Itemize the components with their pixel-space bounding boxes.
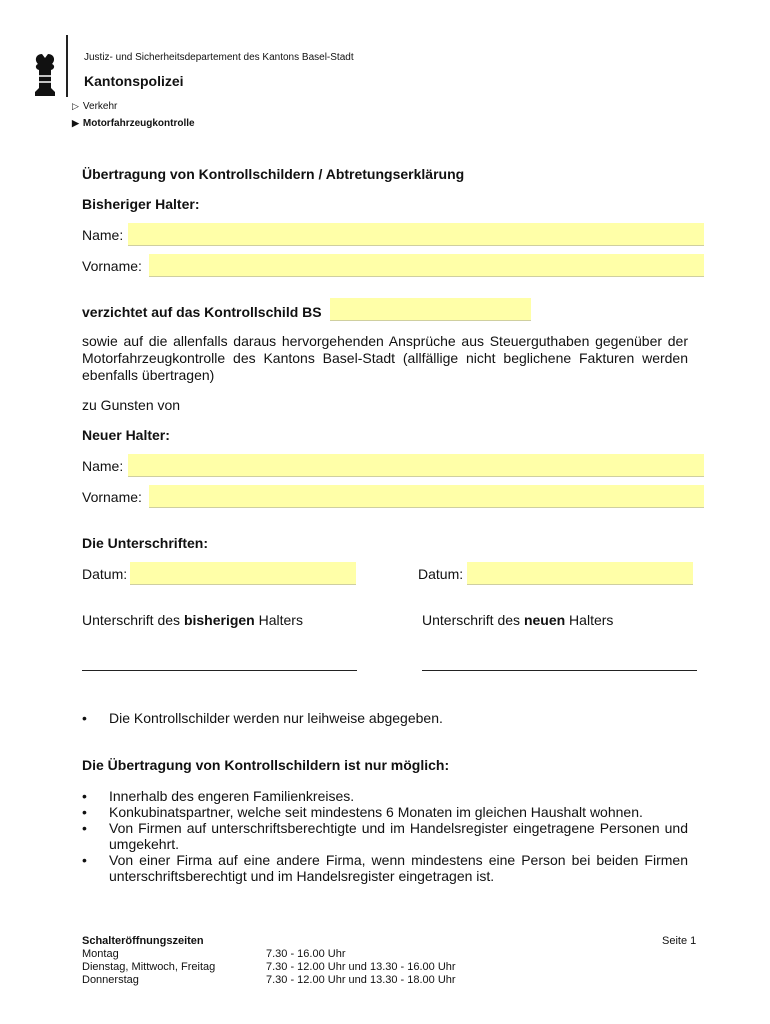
signature-left-caption: Unterschrift des bisherigen Halters — [82, 612, 303, 628]
triangle-filled-icon: ▶ — [72, 118, 79, 128]
firstname-label: Vorname: — [82, 258, 142, 274]
new-name-field[interactable] — [128, 454, 704, 477]
triangle-outline-icon: ▷ — [72, 101, 79, 111]
in-favor-text: zu Gunsten von — [82, 397, 181, 413]
date-right-label: Datum: — [418, 566, 464, 582]
new-name-label: Name: — [82, 458, 124, 474]
plate-field[interactable] — [330, 298, 531, 321]
list-item: • Innerhalb des engeren Familienkreises. — [82, 788, 355, 804]
new-owner-heading: Neuer Halter: — [82, 427, 170, 443]
hours-heading: Schalteröffnungszeiten — [82, 935, 204, 947]
list-item: • Die Kontrollschilder werden nur leihweise abgegeben. — [82, 710, 443, 726]
previous-firstname-field[interactable] — [149, 254, 704, 277]
basel-crest-icon — [30, 52, 60, 100]
new-firstname-label: Vorname: — [82, 489, 142, 505]
waiver-paragraph: sowie auf die allenfalls daraus hervorgehenden Ansprüche aus Steuerguthaben gegenüber der Motorfahrzeugkontrolle des Kantons Basel-Stadt (allfällige nicht beglichene Fakturen werden ebenfalls übertragen) — [82, 333, 688, 383]
note-list — [82, 710, 688, 726]
page-number: Seite 1 — [662, 935, 697, 947]
signatures-heading: Die Unterschriften: — [82, 535, 209, 551]
nav-item-motorfahrzeugkontrolle[interactable]: ▶ Motorfahrzeugkontrolle — [72, 118, 195, 129]
police-name: Kantonspolizei — [84, 73, 184, 89]
signature-left-line[interactable] — [82, 670, 357, 671]
hours-time: 7.30 - 12.00 Uhr und 13.30 - 18.00 Uhr — [266, 974, 456, 986]
hours-day: Donnerstag — [82, 974, 139, 986]
conditions-heading: Die Übertragung von Kontrollschildern ist nur möglich: — [82, 757, 450, 773]
name-label: Name: — [82, 227, 124, 243]
signature-right-caption: Unterschrift des neuen Halters — [422, 612, 614, 628]
date-left-field[interactable] — [130, 562, 356, 585]
hours-day: Montag — [82, 948, 119, 960]
waiver-label: verzichtet auf das Kontrollschild BS — [82, 304, 322, 320]
hours-time: 7.30 - 12.00 Uhr und 13.30 - 16.00 Uhr — [266, 961, 456, 973]
nav-item-verkehr[interactable]: ▷ Verkehr — [72, 101, 118, 112]
hours-time: 7.30 - 16.00 Uhr — [266, 948, 346, 960]
header-divider — [66, 35, 68, 97]
form-title: Übertragung von Kontrollschildern / Abtretungserklärung — [82, 166, 465, 182]
previous-owner-heading: Bisheriger Halter: — [82, 196, 200, 212]
date-right-field[interactable] — [467, 562, 693, 585]
signature-right-line[interactable] — [422, 670, 697, 671]
date-left-label: Datum: — [82, 566, 128, 582]
hours-day: Dienstag, Mittwoch, Freitag — [82, 961, 216, 973]
list-item: • Von Firmen auf unterschriftsberechtigte und im Handelsregister eingetragene Personen und umgekehrt. — [82, 820, 688, 852]
previous-name-field[interactable] — [128, 223, 704, 246]
new-firstname-field[interactable] — [149, 485, 704, 508]
conditions-list — [82, 788, 688, 884]
list-item: • Von einer Firma auf eine andere Firma, wenn mindestens eine Person bei beiden Firmen unterschriftsberechtigt und im Handelsregister eingetragen ist. — [82, 852, 688, 884]
department-name: Justiz- und Sicherheitsdepartement des Kantons Basel-Stadt — [84, 52, 354, 63]
list-item: • Konkubinatspartner, welche seit mindestens 6 Monaten im gleichen Haushalt wohnen. — [82, 804, 643, 820]
